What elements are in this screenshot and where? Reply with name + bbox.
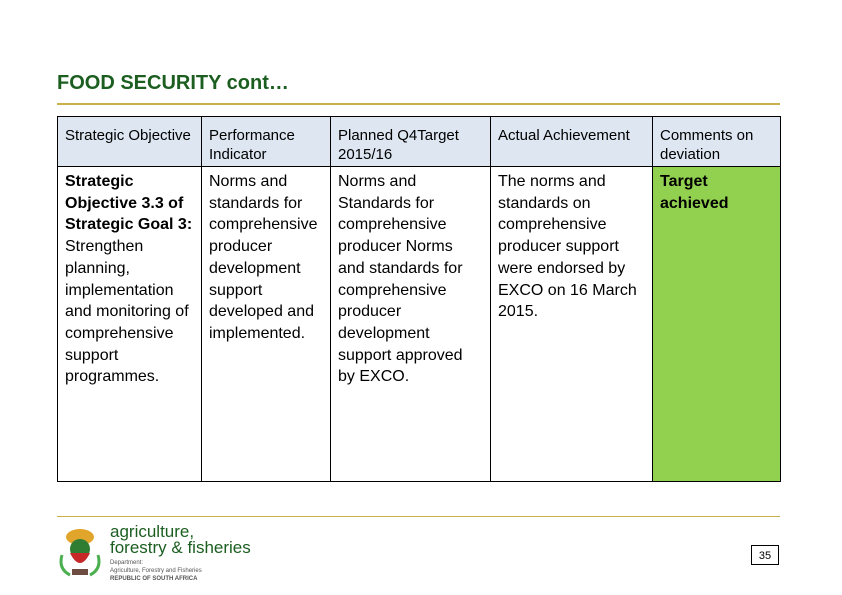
dept-line-2: Agriculture, Forestry and Fisheries xyxy=(110,568,202,574)
header-comments: Comments on deviation xyxy=(653,117,781,167)
table-header-row xyxy=(58,117,781,167)
objective-text: Strengthen planning, implementation and monitoring of comprehensive support programmes. xyxy=(65,238,189,386)
cell-indicator: Norms and standards for comprehensive producer development support developed and implemented. xyxy=(202,167,331,482)
objective-heading: Strategic Objective 3.3 of Strategic Goal 3: xyxy=(65,173,193,234)
page-number: 35 xyxy=(751,545,779,565)
cell-comment-status: Target achieved xyxy=(653,167,781,482)
cell-actual: The norms and standards on comprehensive producer support were endorsed by EXCO on 16 March 2015. xyxy=(491,167,653,482)
dept-line-3: REPUBLIC OF SOUTH AFRICA xyxy=(110,576,198,582)
header-performance-indicator: Performance Indicator xyxy=(202,117,331,167)
header-strategic-objective: Strategic Objective xyxy=(58,117,202,167)
cell-planned: Norms and Standards for comprehensive producer Norms and standards for comprehensive producer development support approved by EXCO. xyxy=(331,167,491,482)
title-divider xyxy=(57,103,780,105)
header-actual-achievement: Actual Achievement xyxy=(491,117,653,167)
header-planned-target: Planned Q4Target 2015/16 xyxy=(331,117,491,167)
brand-line-1: agriculture, xyxy=(110,522,195,541)
cell-objective xyxy=(58,167,202,482)
brand-line-2: forestry & fisheries xyxy=(110,538,251,557)
table-row xyxy=(58,167,781,482)
dept-line-1: Department: xyxy=(110,560,144,566)
coat-of-arms-logo xyxy=(56,525,104,581)
performance-table xyxy=(57,116,781,482)
page-title: FOOD SECURITY cont… xyxy=(57,72,289,94)
footer-divider xyxy=(57,516,780,517)
